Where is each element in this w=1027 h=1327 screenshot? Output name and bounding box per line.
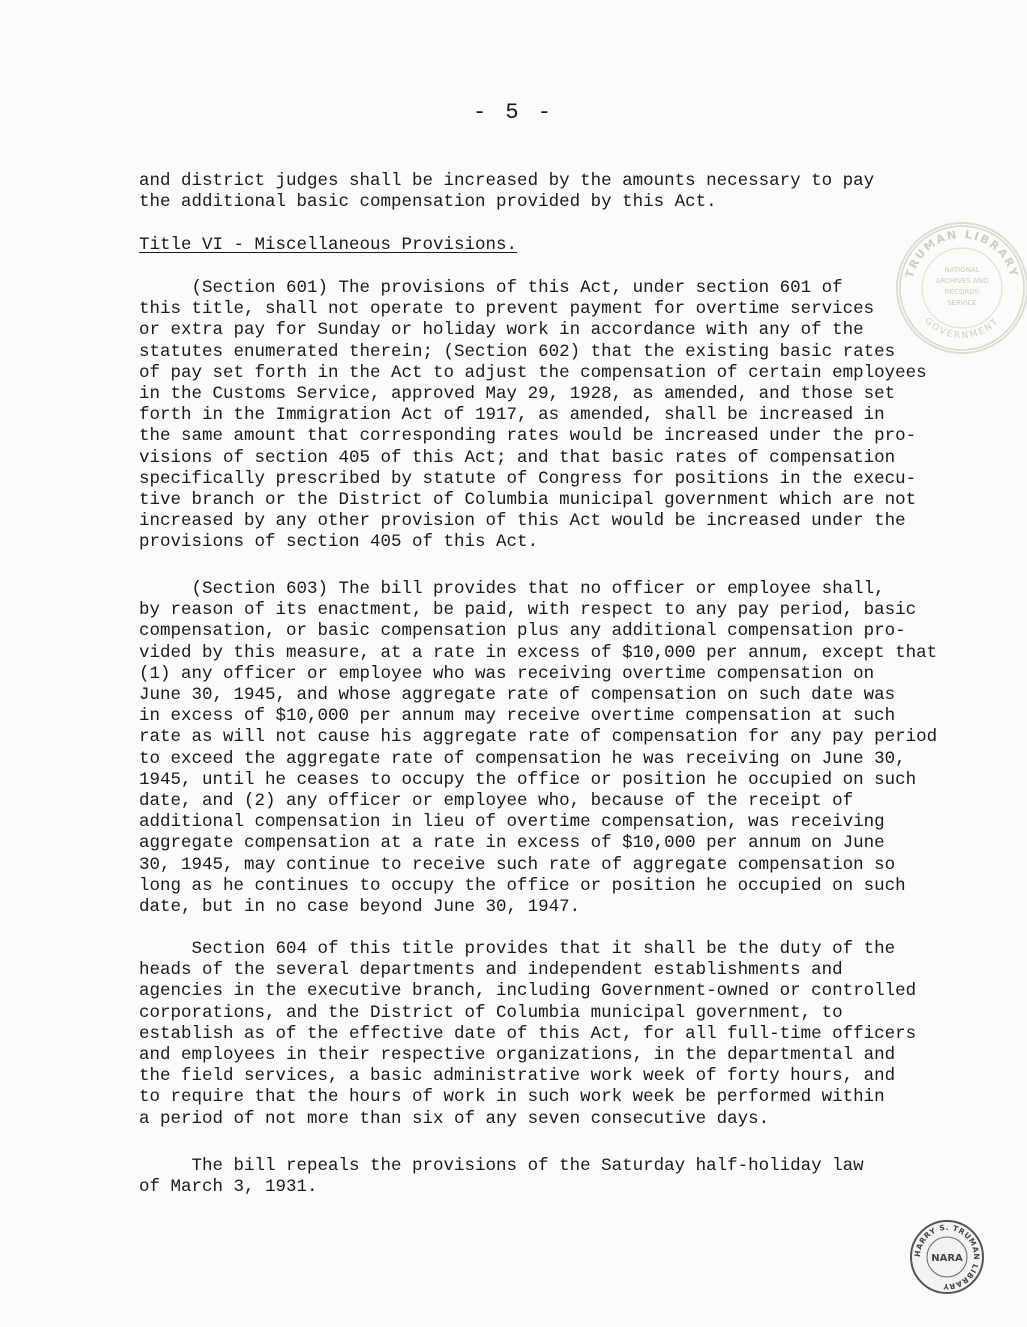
text-line: tive branch or the District of Columbia municipal government which are not [139,490,917,510]
text-line: June 30, 1945, and whose aggregate rate of compensation on such date was [139,685,896,705]
text-line: 30, 1945, may continue to receive such rate of aggregate compensation so [139,854,896,875]
stamp-top-line-2: ARCHIVES AND [935,277,989,285]
text-line: (Section 601) The provisions of this Act, under section 601 of [139,278,843,298]
text-line: in excess of $10,000 per annum may receive overtime compensation at such [139,706,896,727]
text-line: forth in the Immigration Act of 1917, as amended, shall be increased in [139,405,885,426]
text-line: (Section 603) The bill provides that no officer or employee shall, [139,579,885,599]
text-line: long as he continues to occupy the office or position he occupied on such [139,875,906,896]
text-line: Section 604 of this title provides that it shall be the duty of the [139,939,896,959]
text-line: of pay set forth in the Act to adjust the compensation of certain employees [139,362,927,383]
text-line: additional compensation in lieu of overtime compensation, was receiving [139,812,885,833]
stamp-top-line-4: SERVICE [947,299,977,307]
text-line: by reason of its enactment, be paid, with respect to any pay period, basic [139,600,917,621]
text-line: date, but in no case beyond June 30, 1947. [139,897,581,917]
text-line: agencies in the executive branch, including Government-owned or controlled [139,981,917,1002]
stamp-bottom-ring-text: HARRY S. TRUMAN LIBRARY [912,1222,982,1292]
text-line: statutes enumerated therein; (Section 602) that the existing basic rates [139,341,896,362]
page-number: - 5 - [472,100,554,125]
text-line: to require that the hours of work in such work week be performed within [139,1087,885,1108]
text-line: visions of section 405 of this Act; and that basic rates of compensation [139,447,896,468]
text-line: and employees in their respective organizations, in the departmental and [139,1045,896,1065]
text-line: corporations, and the District of Columbia municipal government, to [139,1002,843,1023]
text-line: compensation, or basic compensation plus any additional compensation pro- [139,621,906,642]
text-line: in the Customs Service, approved May 29, 1928, as amended, and those set [139,384,896,404]
section-heading: Title VI - Miscellaneous Provisions. [139,235,518,255]
stamp-top-line-3: RECORDS [944,288,980,296]
text-line: or extra pay for Sunday or holiday work in accordance with any of the [139,320,864,341]
text-line: rate as will not cause his aggregate rate of compensation for any pay period [139,727,938,748]
library-stamp-top-icon [898,224,1026,352]
text-line: the additional basic compensation provided by this Act. [139,192,717,213]
text-line: aggregate compensation at a rate in excess of $10,000 per annum on June [139,833,885,854]
text-line: heads of the several departments and independent establishments and [139,960,843,981]
text-line: (1) any officer or employee who was receiving overtime compensation on [139,663,875,684]
stamp-bottom-center-text: NARA [931,1253,963,1264]
text-line: increased by any other provision of this Act would be increased under the [139,511,906,532]
text-line: this title, shall not operate to prevent payment for overtime services [139,299,875,320]
text-line: establish as of the effective date of this Act, for all full-time officers [139,1023,917,1044]
library-stamp-bottom-icon [909,1219,985,1295]
library-stamp-top [896,222,1027,354]
text-line: of March 3, 1931. [139,1177,318,1198]
text-line: specifically prescribed by statute of Congress for positions in the execu- [139,468,917,489]
text-line: provisions of section 405 of this Act. [139,532,539,553]
text-line: 1945, until he ceases to occupy the office or position he occupied on such [139,769,917,790]
stamp-top-line-1: NATIONAL [944,266,980,274]
stamp-top-bottom-text: GOVERNMENT [922,316,1002,342]
svg-text:GOVERNMENT [922,316,1001,341]
text-line: the field services, a basic administrative work week of forty hours, and [139,1066,896,1087]
text-line: The bill repeals the provisions of the Saturday half-holiday law [139,1156,864,1176]
text-line: to exceed the aggregate rate of compensation he was receiving on June 30, [139,748,906,769]
text-line: and district judges shall be increased by the amounts necessary to pay [139,171,875,191]
text-line: a period of not more than six of any seven consecutive days. [139,1108,770,1129]
library-stamp-bottom [909,1219,985,1295]
text-line: the same amount that corresponding rates would be increased under the pro- [139,426,917,447]
text-line: vided by this measure, at a rate in excess of $10,000 per annum, except that [139,642,938,663]
text-line: date, and (2) any officer or employee who, because of the receipt of [139,791,854,811]
stamp-top-ring-text: TRUMAN LIBRARY [903,227,1021,280]
